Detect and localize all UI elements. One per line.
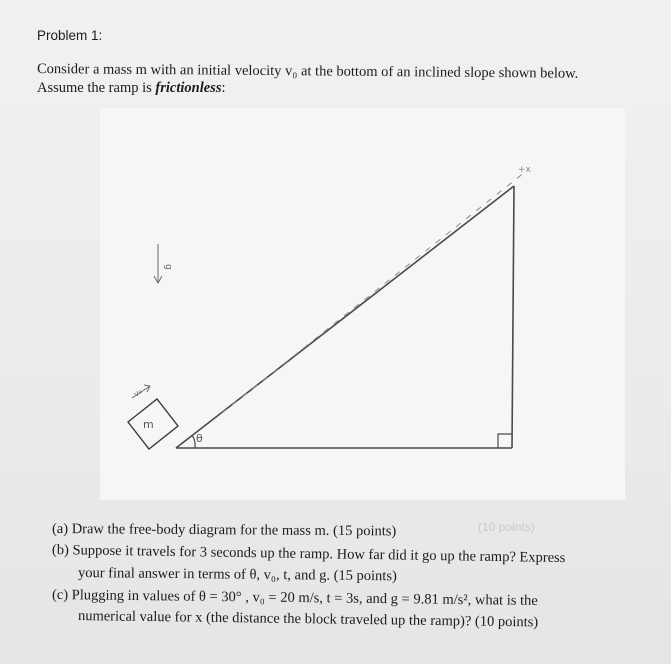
question-a: (a) Draw the free-body diagram for the mass m. (15 points) bbox=[51, 521, 397, 540]
intro-line-2-prefix: Assume the ramp is bbox=[37, 80, 156, 96]
x-axis-label: +x bbox=[518, 165, 531, 175]
intro-line-2 bbox=[37, 79, 226, 97]
ghost-text: (10 points) bbox=[478, 520, 535, 534]
right-angle-marker bbox=[498, 434, 512, 448]
angle-label: θ bbox=[196, 432, 203, 445]
question-c-line-1: (c) Plugging in values of θ = 30° , v₀ = 20 m/s, t = 3s, and g = 9.81 m/s², what is the bbox=[51, 587, 538, 609]
question-b-line-1: (b) Suppose it travels for 3 seconds up the ramp. How far did it go up the ramp? Express bbox=[51, 542, 566, 567]
gravity-label: g bbox=[163, 264, 173, 270]
question-b-line-2: your final answer in terms of θ, v₀, t, and g. (15 points) bbox=[77, 565, 397, 585]
frictionless-emphasis: frictionless bbox=[155, 80, 222, 96]
question-c-line-2: numerical value for x (the distance the block traveled up the ramp)? (10 points) bbox=[77, 608, 539, 631]
problem-title: Problem 1: bbox=[37, 28, 103, 43]
incline-diagram bbox=[100, 108, 625, 500]
intro-line-1: Consider a mass m with an initial velocity v₀ at the bottom of an inclined slope shown below. bbox=[36, 61, 579, 82]
ramp-incline bbox=[176, 186, 514, 448]
mass-label: m bbox=[143, 418, 154, 431]
angle-arc bbox=[192, 435, 195, 448]
velocity-label: v₀ bbox=[131, 386, 144, 399]
ramp-vertical-side bbox=[512, 186, 514, 448]
intro-line-2-suffix: : bbox=[221, 80, 226, 96]
